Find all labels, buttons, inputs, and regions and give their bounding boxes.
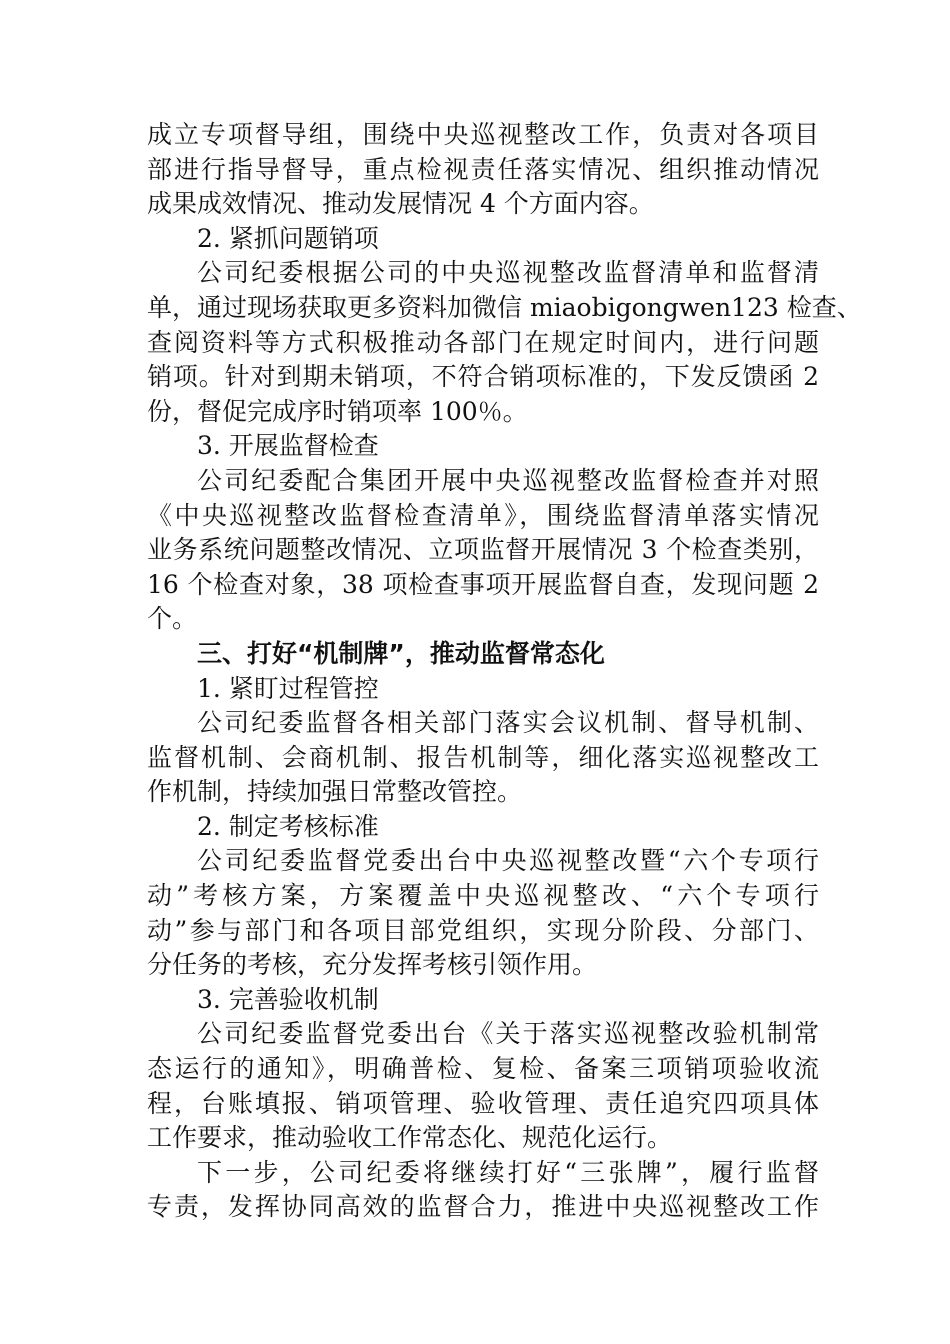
text-line: 专责，发挥协同高效的监督合力，推进中央巡视整改工作 <box>147 1192 819 1222</box>
text-line: 16 个检查对象，38 项检查事项开展监督自查，发现问题 2 <box>147 569 819 599</box>
text-line: 公司纪委监督各相关部门落实会议机制、督导机制、 <box>197 708 819 738</box>
text-line: 单，通过现场获取更多资料加微信 miaobigongwen123 检查、 <box>147 292 862 322</box>
text-line: 份，督促完成序时销项率 100％。 <box>147 396 528 426</box>
text-line: 个。 <box>147 604 198 634</box>
text-line: 作机制，持续加强日常整改管控。 <box>147 777 523 807</box>
text-line: 业务系统问题整改情况、立项监督开展情况 3 个检查类别， <box>147 535 819 565</box>
text-line: 态运行的通知》，明确普检、复检、备案三项销项验收流 <box>147 1054 819 1084</box>
text-line: 动”参与部门和各项目部党组织，实现分阶段、分部门、 <box>147 915 819 945</box>
text-line: 成果成效情况、推动发展情况 4 个方面内容。 <box>147 189 654 219</box>
text-line: 监督机制、会商机制、报告机制等，细化落实巡视整改工 <box>147 742 819 772</box>
text-line: 程，台账填报、销项管理、验收管理、责任追究四项具体 <box>147 1088 819 1118</box>
text-line: 查阅资料等方式积极推动各部门在规定时间内，进行问题 <box>147 327 819 357</box>
subheading: 3. 完善验收机制 <box>197 984 379 1014</box>
text-line: 分任务的考核，充分发挥考核引领作用。 <box>147 950 598 980</box>
text-line: 公司纪委配合集团开展中央巡视整改监督检查并对照 <box>197 465 819 495</box>
text-line: 成立专项督导组，围绕中央巡视整改工作，负责对各项目 <box>147 120 819 149</box>
text-line: 销项。针对到期未销项，不符合销项标准的，下发反馈函 2 <box>147 362 819 392</box>
subheading: 3. 开展监督检查 <box>197 431 379 461</box>
text-line: 公司纪委监督党委出台中央巡视整改暨“六个专项行 <box>197 846 819 876</box>
text-line: 工作要求，推动验收工作常态化、规范化运行。 <box>147 1123 673 1153</box>
text-line: 下一步，公司纪委将继续打好“三张牌”，履行监督 <box>197 1157 819 1187</box>
text-line: 动”考核方案，方案覆盖中央巡视整改、“六个专项行 <box>147 881 819 911</box>
text-line: 公司纪委根据公司的中央巡视整改监督清单和监督清 <box>197 258 819 288</box>
text-line: 《中央巡视整改监督检查清单》，围绕监督清单落实情况 <box>147 500 819 530</box>
subheading: 1. 紧盯过程管控 <box>197 673 379 703</box>
text-line: 公司纪委监督党委出台《关于落实巡视整改验机制常 <box>197 1019 819 1049</box>
subheading: 2. 紧抓问题销项 <box>197 223 379 253</box>
section-heading: 三、打好“机制牌”，推动监督常态化 <box>197 638 605 668</box>
document-body <box>147 118 862 1225</box>
text-line: 部进行指导督导，重点检视责任落实情况、组织推动情况 <box>147 154 819 184</box>
subheading: 2. 制定考核标准 <box>197 811 379 841</box>
